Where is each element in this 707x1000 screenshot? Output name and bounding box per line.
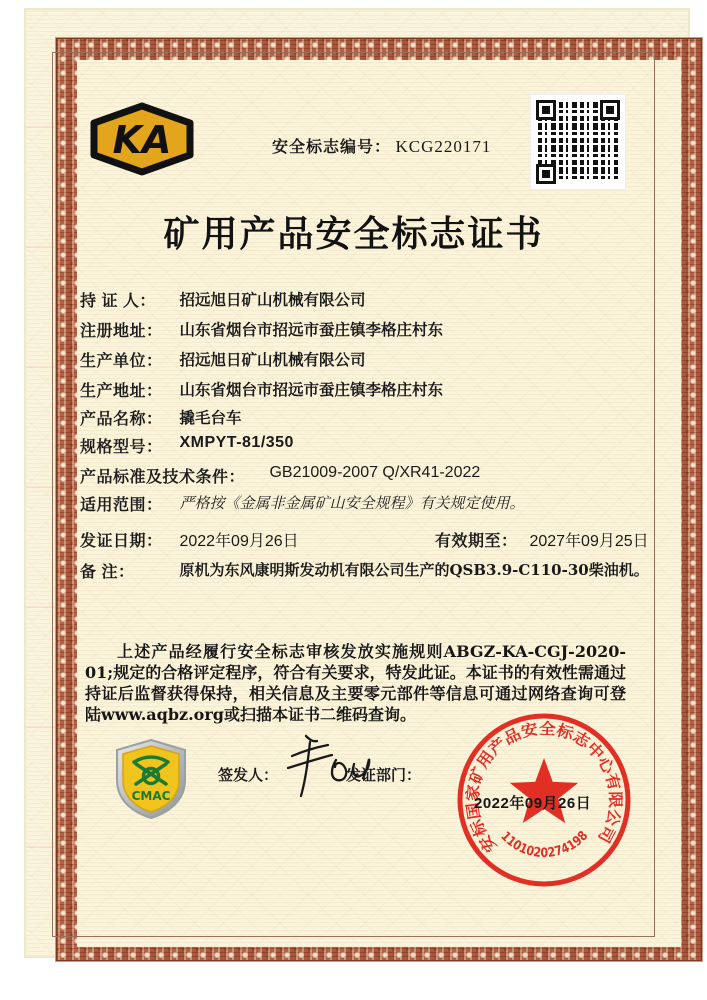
field-row-scope (80, 492, 524, 515)
stamp-ring-text: 安标国家矿用产品安全标志中心有限公司 (463, 719, 625, 856)
cmac-shield-icon (112, 738, 190, 820)
issuer-label: 发证部门： (346, 767, 422, 784)
qr-finder-icon (600, 100, 620, 120)
ka-mining-safety-logo (90, 102, 194, 176)
field-value: 招远旭日矿山机械有限公司 (179, 290, 366, 309)
field-value: 山东省烟台市招远市蚕庄镇李格庄村东 (179, 380, 443, 399)
field-label: 持 证 人： (80, 293, 156, 310)
valid-until-value: 2027年09月25日 (529, 533, 649, 550)
remark-value: 原机为东风康明斯发动机有限公司生产的QSB3.9-C110-30柴油机。 (179, 561, 649, 579)
field-label: 产品标准及技术条件： (80, 469, 246, 486)
field-value: 撬毛台车 (179, 408, 242, 427)
field-row-reg-address (80, 318, 443, 341)
field-row-holder (80, 288, 365, 311)
remark-row (80, 559, 649, 582)
field-label: 注册地址： (80, 323, 163, 340)
field-label: 产品名称： (80, 411, 163, 428)
field-label: 规格型号： (80, 439, 163, 456)
serial-number-line (272, 134, 491, 157)
field-value: XMPYT-81/350 (179, 434, 294, 451)
valid-until-label: 有效期至： (435, 533, 518, 550)
field-row-product-name (80, 406, 241, 429)
field-value: GB21009-2007 Q/XR41-2022 (269, 464, 481, 481)
statement-paragraph: 上述产品经履行安全标志审核发放实施规则ABGZ-KA-CGJ-2020-01;规定的合格评定程序，符合有关要求，特发此证。本证书的有效性需通过持证后监督获得保持，相关信息及主要零元部件等信息可通过网络查询可登陆www.aqbz.org或扫描本证书二维码查询。 (85, 642, 626, 724)
dates-row (80, 528, 649, 551)
serial-label: 安全标志编号： (272, 139, 392, 156)
stamp-date: 2022年09月26日 (474, 795, 592, 812)
qr-finder-icon (536, 164, 556, 184)
cmac-badge (112, 738, 190, 820)
valid-until (435, 528, 649, 551)
certificate-title: 矿用产品安全标志证书 (163, 213, 544, 254)
issue-date-label: 发证日期： (80, 533, 163, 550)
field-value: 严格按《金属非金属矿山安全规程》有关规定使用。 (179, 494, 525, 512)
svg-text:1101020274198 (497, 829, 591, 861)
field-label: 生产单位： (80, 353, 163, 370)
field-row-manufacturer (80, 348, 365, 371)
qr-finder-icon (536, 100, 556, 120)
field-value: 招远旭日矿山机械有限公司 (179, 350, 366, 369)
field-label: 生产地址： (80, 383, 163, 400)
field-value: 山东省烟台市招远市蚕庄镇李格庄村东 (179, 320, 443, 339)
field-label: 适用范围： (80, 497, 163, 514)
field-row-model (80, 434, 294, 457)
issue-date-value: 2022年09月26日 (179, 533, 299, 550)
signer-label: 签发人： (218, 767, 279, 784)
svg-text:KA: KA (112, 118, 172, 162)
remark-label: 备 注： (80, 564, 135, 581)
ka-logo-icon (90, 102, 194, 176)
field-row-standard (80, 464, 480, 487)
serial-value: KCG220171 (395, 137, 492, 156)
svg-text:CMAC: CMAC (131, 789, 171, 803)
qr-code (531, 95, 625, 189)
field-row-prod-address (80, 378, 443, 401)
stamp-number: 1101020274198 (497, 827, 593, 862)
